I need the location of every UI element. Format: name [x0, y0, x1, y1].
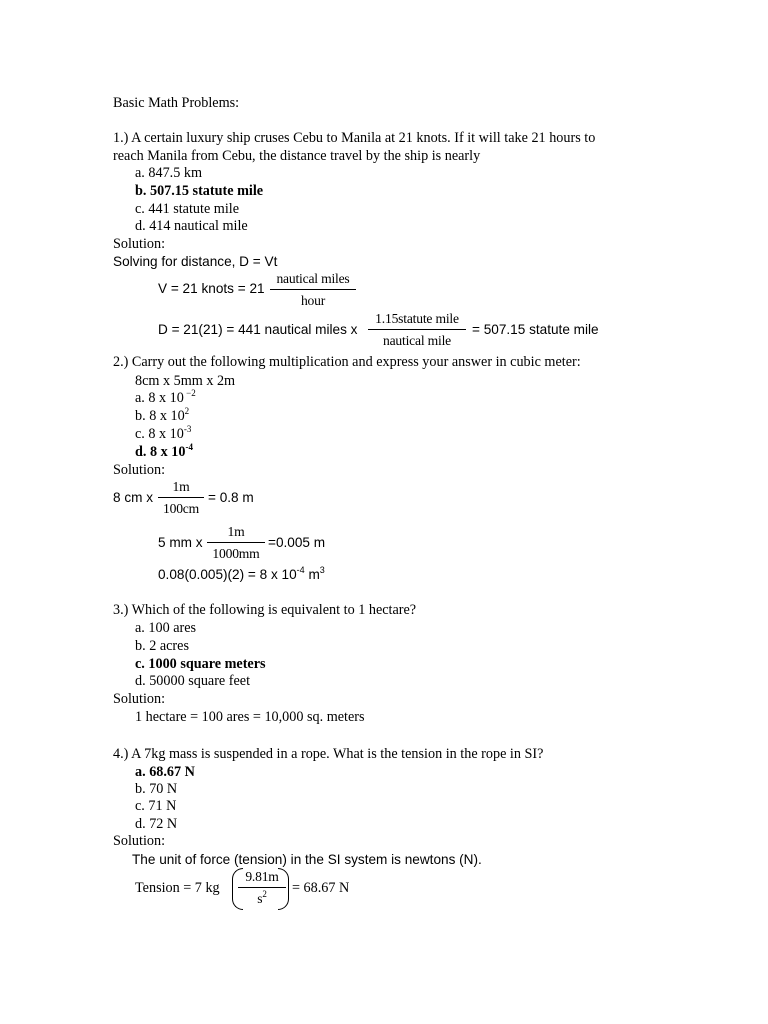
q4-stem-line-1: 4.) A 7kg mass is suspended in a rope. What is the tension in the rope in SI? — [113, 746, 544, 762]
q4-solution-label: Solution: — [113, 833, 166, 849]
q2-step-3-unit-exponent: 3 — [319, 565, 325, 575]
fraction-bar — [368, 329, 466, 330]
q2-choice-d-answer: d. 8 x $10^{-4}$ — [135, 442, 193, 460]
q2-choice-d-exponent: -4 — [185, 442, 193, 452]
fraction-bar — [158, 497, 204, 498]
q3-stem-line-1: 3.) Which of the following is equivalent to 1 hectare? — [113, 602, 417, 618]
q2-expression: 8cm x 5mm x 2m — [135, 373, 236, 389]
q1-distance-denominator: nautical mile — [383, 333, 451, 348]
fraction-bar — [207, 542, 265, 543]
q2-step-3-exponent: -4 — [296, 565, 305, 575]
q4-tension-rhs: = 68.67 N — [292, 880, 350, 896]
q1-solution-line-1: Solving for distance, D = Vt — [113, 254, 278, 269]
q1-velocity-numerator: nautical miles — [276, 271, 350, 286]
document-title: Basic Math Problems: — [113, 95, 240, 111]
q3-choice-a: a. 100 ares — [135, 620, 197, 636]
q2-step-2-rhs: =0.005 m — [268, 535, 326, 550]
q2-step-1-lhs: 8 cm x — [113, 490, 154, 505]
q4-tension-numerator: 9.81m — [245, 869, 279, 884]
q1-choice-d: d. 414 nautical mile — [135, 218, 248, 234]
q3-choice-b: b. 2 acres — [135, 638, 189, 654]
q3-choice-c-answer: c. 1000 square meters — [135, 656, 266, 672]
q4-choice-b: b. 70 N — [135, 781, 178, 797]
q1-choice-a: a. 847.5 km — [135, 165, 202, 181]
q2-step-1-rhs: = 0.8 m — [208, 490, 254, 505]
q3-solution-line: 1 hectare = 100 ares = 10,000 sq. meters — [135, 709, 365, 725]
q2-step-2-lhs: 5 mm x — [158, 535, 203, 550]
right-parenthesis — [278, 868, 289, 910]
q1-distance-fraction — [368, 311, 466, 349]
q2-step-2-fraction — [207, 524, 265, 562]
q3-choice-d: d. 50000 square feet — [135, 673, 251, 689]
q2-step-3: 0.08(0.005)(2) = 8 x $10^{-4}$ $m^3$ — [158, 565, 325, 582]
q2-choice-b-exponent: 2 — [184, 406, 190, 416]
q4-choice-c: c. 71 N — [135, 798, 177, 814]
q2-choice-c: c. 8 x $10^{-3}$ — [135, 424, 192, 442]
fraction-bar — [270, 289, 356, 290]
q1-distance-lhs: D = 21(21) = 441 nautical miles x — [158, 322, 358, 337]
q1-distance-numerator: 1.15statute mile — [375, 311, 459, 326]
q1-distance-rhs: = 507.15 statute mile — [472, 322, 599, 337]
q1-choice-c: c. 441 statute mile — [135, 201, 240, 217]
q1-stem-line-2: reach Manila from Cebu, the distance travel by the ship is nearly — [113, 148, 481, 164]
q3-solution-label: Solution: — [113, 691, 166, 707]
q4-choice-d: d. 72 N — [135, 816, 178, 832]
q2-step-1-numerator: 1m — [172, 479, 190, 494]
q4-choice-a-answer: a. 68.67 N — [135, 764, 195, 780]
q1-velocity-lhs: V = 21 knots = 21 — [158, 281, 265, 296]
q2-stem-line-1: 2.) Carry out the following multiplication and express your answer in cubic meter: — [113, 354, 581, 370]
q2-solution-label: Solution: — [113, 462, 166, 478]
q2-choice-a: a. 8 x 10 $^{-2}$ — [135, 388, 196, 406]
q1-choice-b-answer: b. 507.15 statute mile — [135, 183, 264, 199]
q1-velocity-fraction — [270, 271, 356, 309]
q2-step-2-numerator: 1m — [227, 524, 245, 539]
q1-stem-line-1: 1.) A certain luxury ship cruses Cebu to Manila at 21 knots. If it will take 21 hours to — [113, 130, 596, 146]
q2-step-1-fraction — [158, 479, 204, 517]
q2-choice-b: b. 8 x $10^2$ — [135, 406, 190, 424]
q2-choice-c-exponent: -3 — [183, 424, 192, 434]
q1-solution-label: Solution: — [113, 236, 166, 252]
q2-step-1-denominator: 100cm — [163, 501, 199, 516]
q4-tension-denominator: $s^2$ — [257, 889, 267, 906]
q4-solution-line-1: The unit of force (tension) in the SI system is newtons (N). — [132, 852, 482, 867]
q1-velocity-denominator: hour — [300, 293, 326, 308]
q2-step-2-denominator: 1000mm — [212, 546, 260, 561]
q2-choice-a-exponent: −2 — [183, 388, 196, 398]
q4-tension-lhs: Tension = 7 kg — [135, 880, 220, 896]
q4-tension-denominator-exponent: 2 — [262, 889, 267, 899]
